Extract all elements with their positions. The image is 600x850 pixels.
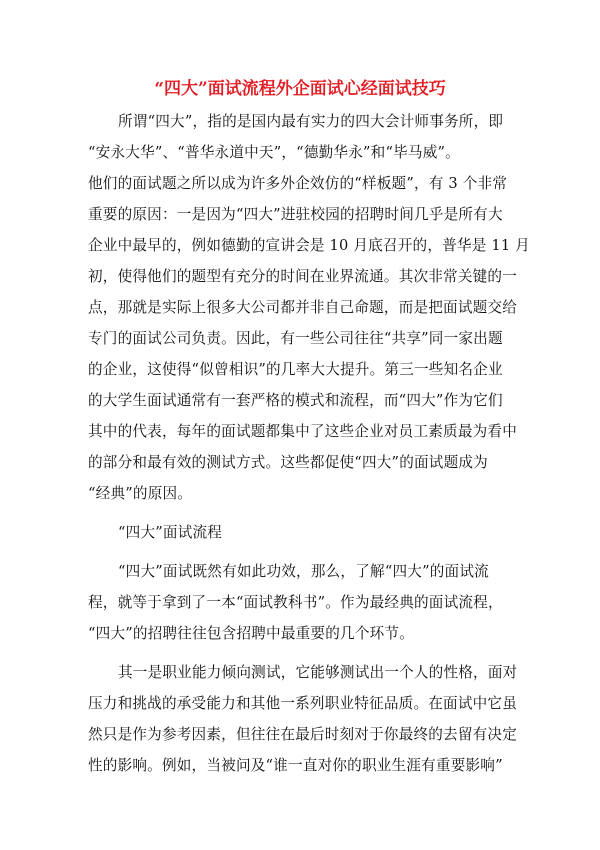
text-line: “四大”的招聘往往包含招聘中最重要的几个环节。 [88,625,414,642]
paragraph-test [88,657,516,781]
text-line: 专门的面试公司负责。因此，有一些公司往往“共享”同一家出题 [88,330,503,347]
text-line: “四大”面试既然有如此功效，那么，了解“四大”的面试流 [118,563,489,580]
text-line: “安永大华”、“普华永道中天”，“德勤华永”和“毕马威”。 [88,144,460,161]
text-line: 的企业，这使得“似曾相识”的几率大大提升。第三一些知名企业 [88,361,503,378]
text-line: 的部分和最有效的测试方式。这些都促使“四大”的面试题成为 [88,454,488,471]
text-line: 性的影响。例如，当被问及“谁一直对你的职业生涯有重要影响” [88,757,503,774]
paragraph-intro [88,106,530,509]
text-line: “经典”的原因。 [88,485,193,502]
text-line: 压力和挑战的承受能力和其他一系列职业特征品质。在面试中它虽 [88,695,518,712]
text-line: 初，使得他们的题型有充分的时间在业界流通。其次非常关键的一 [88,268,518,285]
text-line: 企业中最早的，例如德勤的宣讲会是 10 月底召开的，普华是 11 月 [88,237,530,254]
document-title: “四大”面试流程外企面试心经面试技巧 [154,79,446,99]
text-line: 程，就等于拿到了一本“面试教科书”。作为最经典的面试流程， [88,594,503,611]
text-line: 然只是作为参考因素，但往往在最后时刻对于你最终的去留有决定 [88,726,518,743]
text-line: 其一是职业能力倾向测试，它能够测试出一个人的性格，面对 [118,664,518,681]
text-line: 重要的原因：一是因为“四大”进驻校园的招聘时间几乎是所有大 [88,206,503,223]
section-heading: “四大”面试流程 [118,524,223,541]
text-line: 的大学生面试通常有一套严格的模式和流程，而“四大”作为它们 [88,392,503,409]
text-line: 其中的代表，每年的面试题都集中了这些企业对员工素质最为看中 [88,423,518,440]
document-body [88,106,530,781]
text-line: 所谓“四大”，指的是国内最有实力的四大会计师事务所，即 [118,113,504,130]
paragraph-process [88,556,516,649]
text-line: 他们的面试题之所以成为许多外企效仿的“样板题”，有 3 个非常 [88,175,508,192]
text-line: 点，那就是实际上很多大公司都并非自己命题，而是把面试题交给 [88,299,518,316]
